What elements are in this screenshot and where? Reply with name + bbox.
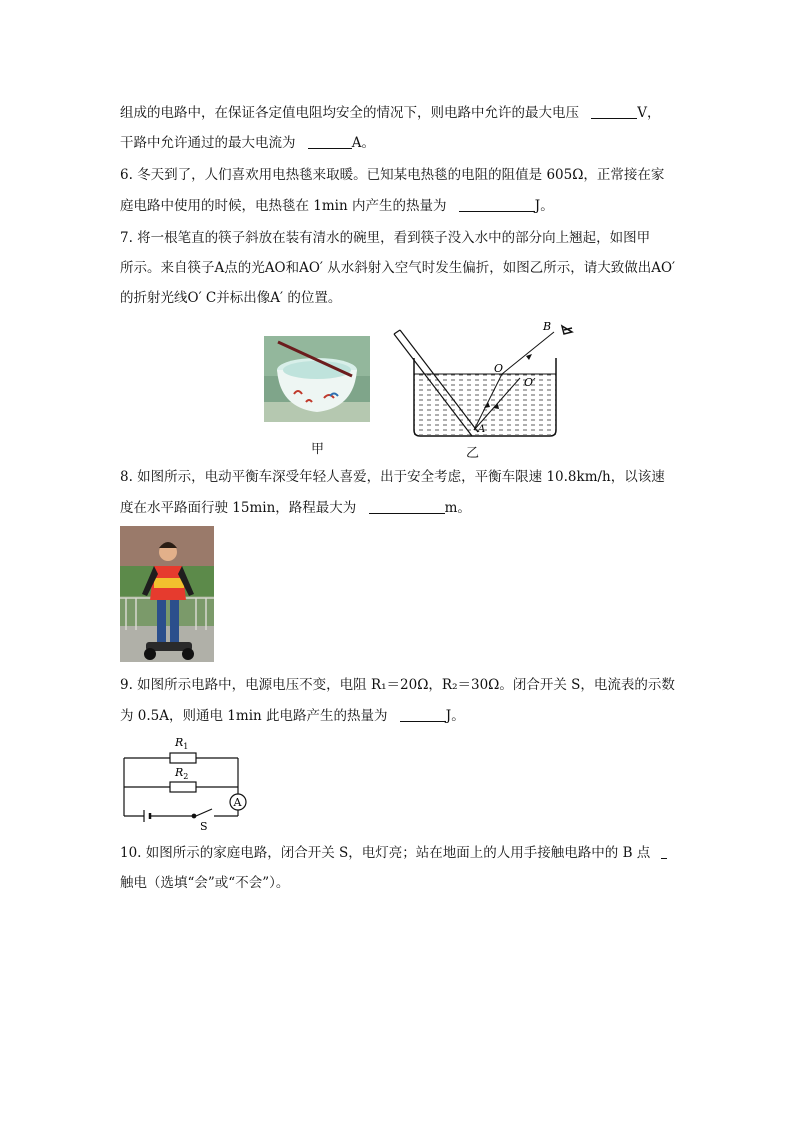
parallel-circuit-diagram bbox=[118, 730, 258, 834]
q5-voltage-blank[interactable] bbox=[591, 104, 637, 119]
bowl-photo bbox=[264, 336, 370, 422]
label-a: A bbox=[478, 424, 486, 435]
q6-heat-blank[interactable] bbox=[459, 197, 535, 212]
q6-unit: J。 bbox=[534, 198, 554, 214]
switch-label: S bbox=[200, 820, 208, 833]
q5-voltage-unit: V， bbox=[637, 105, 661, 121]
ammeter-label: A bbox=[233, 796, 242, 809]
q5-line1 bbox=[120, 104, 661, 122]
q10-line2: 触电（选填“会”或“不会”）。 bbox=[120, 875, 290, 891]
q10-line1 bbox=[120, 844, 667, 862]
label-b: B bbox=[543, 320, 552, 333]
caption-yi: 乙 bbox=[466, 446, 480, 461]
q6-line2 bbox=[120, 197, 554, 215]
refraction-diagram bbox=[386, 318, 596, 458]
label-o-prime: O′ bbox=[524, 376, 536, 389]
q9-unit: J。 bbox=[445, 708, 465, 724]
q5-current-blank[interactable] bbox=[308, 134, 352, 149]
balance-scooter-photo bbox=[120, 526, 214, 662]
q6-text2: 庭电路中使用的时候，电热毯在 1min 内产生的热量为 bbox=[120, 198, 447, 214]
q8-unit: m。 bbox=[444, 500, 471, 516]
q7-line2: 所示。来自筷子A点的光AO和AO′ 从水斜射入空气时发生偏折，如图乙所示，请大致做出AO′ bbox=[120, 260, 676, 276]
label-o: O bbox=[494, 362, 504, 375]
q7-line1: 7. 将一根笔直的筷子斜放在装有清水的碗里，看到筷子没入水中的部分向上翘起，如图甲 bbox=[120, 230, 651, 246]
q6-line1: 6. 冬天到了，人们喜欢用电热毯来取暖。已知某电热毯的电阻的阻值是 605Ω，正常接在家 bbox=[120, 167, 665, 183]
q9-line1: 9. 如图所示电路中，电源电压不变，电阻 R₁＝20Ω，R₂＝30Ω。闭合开关 S，电流表的示数 bbox=[120, 677, 675, 693]
q5-text2: 干路中允许通过的最大电流为 bbox=[120, 135, 296, 151]
q9-text2: 为 0.5A，则通电 1min 此电路产生的热量为 bbox=[120, 708, 388, 724]
q9-heat-blank[interactable] bbox=[400, 707, 446, 722]
label-r2: $R_2$ bbox=[175, 766, 189, 781]
q8-line1: 8. 如图所示，电动平衡车深受年轻人喜爱，出于安全考虑，平衡车限速 10.8km/h，以该速 bbox=[120, 469, 665, 485]
q8-text2: 度在水平路面行驶 15min，路程最大为 bbox=[120, 500, 357, 516]
label-r1: $R_1$ bbox=[175, 736, 189, 751]
q10-blank[interactable] bbox=[661, 844, 667, 859]
q8-line2 bbox=[120, 499, 471, 517]
q9-line2 bbox=[120, 707, 465, 725]
q5-current-unit: A。 bbox=[351, 135, 376, 151]
q8-distance-blank[interactable] bbox=[369, 499, 445, 514]
q5-line2 bbox=[120, 134, 375, 152]
q10-text1: 10. 如图所示的家庭电路，闭合开关 S，电灯亮；站在地面上的人用手接触电路中的 B 点 bbox=[120, 845, 651, 861]
q7-line3: 的折射光线O′ C并标出像A′ 的位置。 bbox=[120, 290, 342, 306]
q5-text: 组成的电路中，在保证各定值电阻均安全的情况下，则电路中允许的最大电压 bbox=[120, 105, 579, 121]
caption-jia: 甲 bbox=[311, 442, 325, 457]
